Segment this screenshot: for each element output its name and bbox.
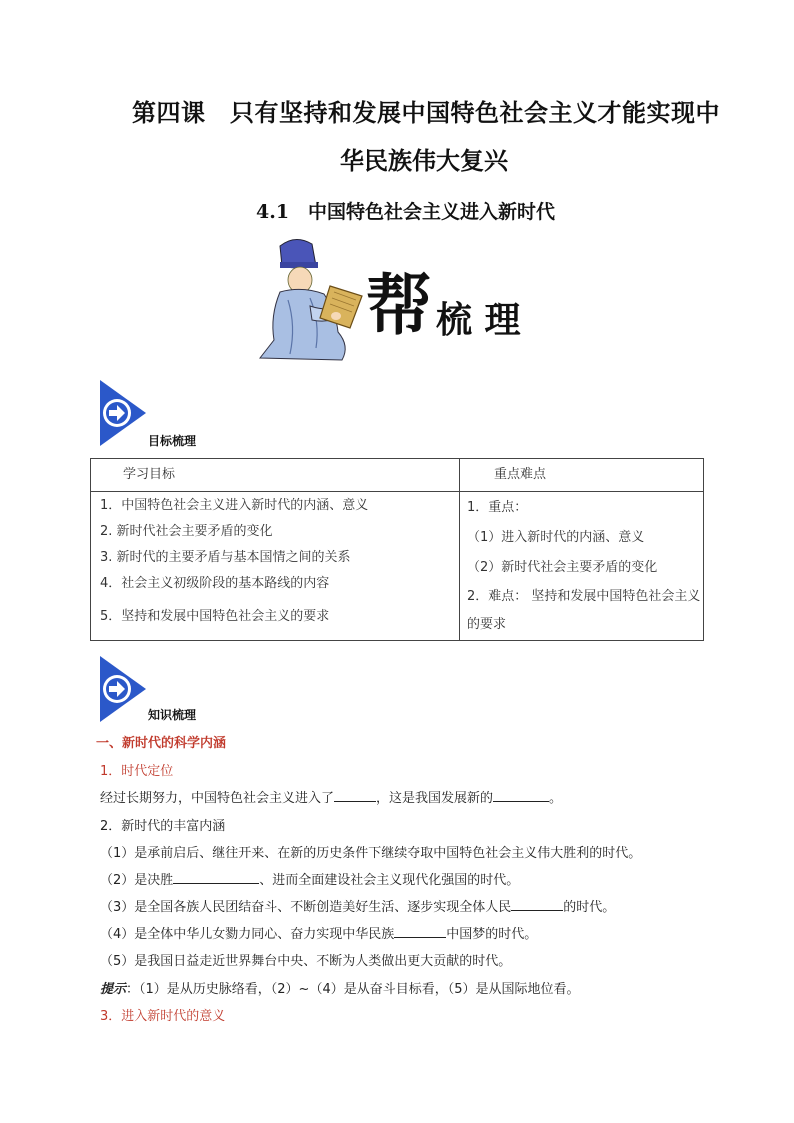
list-item: （5）是我国日益走近世界舞台中央、不断为人类做出更大贡献的时代。	[100, 954, 512, 969]
keypoint-item: 2．难点： 坚持和发展中国特色社会主义的要求	[467, 589, 701, 632]
knowledge-subheading: 3．进入新时代的意义	[100, 1009, 226, 1024]
goals-cell	[91, 492, 460, 641]
goal-item: 5．坚持和发展中国特色社会主义的要求	[100, 609, 330, 624]
fill-blank[interactable]	[334, 787, 376, 802]
fill-blank[interactable]	[493, 787, 549, 802]
arrow-circle-icon	[98, 380, 148, 446]
section-label-knowledge: 知识梳理	[148, 708, 197, 722]
keypoint-item: 1．重点：	[467, 500, 528, 515]
keypoint-item: （2）新时代社会主要矛盾的变化	[467, 560, 658, 575]
text-segment: 经过长期努力，中国特色社会主义进入了	[100, 791, 335, 806]
list-item	[100, 923, 537, 942]
banner-chars-shuli: 梳 理	[436, 299, 521, 341]
list-item: （1）是承前启后、继往开来、在新的历史条件下继续夺取中国特色社会主义伟大胜利的时代。	[100, 846, 642, 861]
hint-label: 提示	[100, 982, 127, 997]
text-segment: 中国梦的时代。	[446, 927, 538, 942]
text-segment: 、进而全面建设社会主义现代化强国的时代。	[259, 873, 520, 888]
scholar-reading-icon	[250, 236, 530, 366]
table-header-goals: 学习目标	[91, 459, 460, 492]
banner-illustration	[250, 236, 530, 366]
hint-line	[100, 978, 580, 997]
banner-char-bang: 帮	[366, 266, 432, 344]
text-segment: （3）是全国各族人民团结奋斗、不断创造美好生活、逐步实现全体人民	[100, 900, 512, 915]
list-item	[100, 869, 519, 888]
fill-blank[interactable]	[394, 923, 446, 938]
goal-item: 2. 新时代社会主要矛盾的变化	[100, 524, 273, 539]
knowledge-subheading: 2．新时代的丰富内涵	[100, 819, 226, 834]
text-segment: （4）是全体中华儿女勠力同心、奋力实现中华民族	[100, 927, 395, 942]
hint-text: ：（1）是从历史脉络看，（2）~（4）是从奋斗目标看，（5）是从国际地位看。	[126, 982, 580, 997]
text-segment: 。	[549, 791, 563, 806]
text-segment: ，这是我国发展新的	[376, 791, 494, 806]
text-segment: 的时代。	[563, 900, 616, 915]
goal-item: 4．社会主义初级阶段的基本路线的内容	[100, 576, 330, 591]
keypoint-item: （1）进入新时代的内涵、意义	[467, 530, 645, 545]
text-segment: （2）是决胜	[100, 873, 174, 888]
table-header-keypoints: 重点难点	[460, 459, 704, 492]
list-item	[100, 896, 615, 915]
knowledge-heading: 一、新时代的科学内涵	[96, 736, 227, 751]
goal-item: 3. 新时代的主要矛盾与基本国情之间的关系	[100, 550, 351, 565]
arrow-circle-icon	[98, 656, 148, 722]
fill-blank[interactable]	[511, 896, 563, 911]
keypoints-cell	[460, 492, 704, 641]
goals-table	[90, 458, 704, 641]
section-label-goals: 目标梳理	[148, 434, 197, 448]
fill-blank[interactable]	[173, 869, 259, 884]
knowledge-subheading: 1．时代定位	[100, 764, 174, 779]
page-title-line1: 第四课 只有坚持和发展中国特色社会主义才能实现中	[132, 98, 720, 127]
page-title-line2: 华民族伟大复兴	[340, 146, 508, 175]
goal-item: 1．中国特色社会主义进入新时代的内涵、意义	[100, 498, 369, 513]
paragraph-era-position	[100, 787, 562, 806]
page-subtitle: 4.1 中国特色社会主义进入新时代	[256, 201, 556, 223]
